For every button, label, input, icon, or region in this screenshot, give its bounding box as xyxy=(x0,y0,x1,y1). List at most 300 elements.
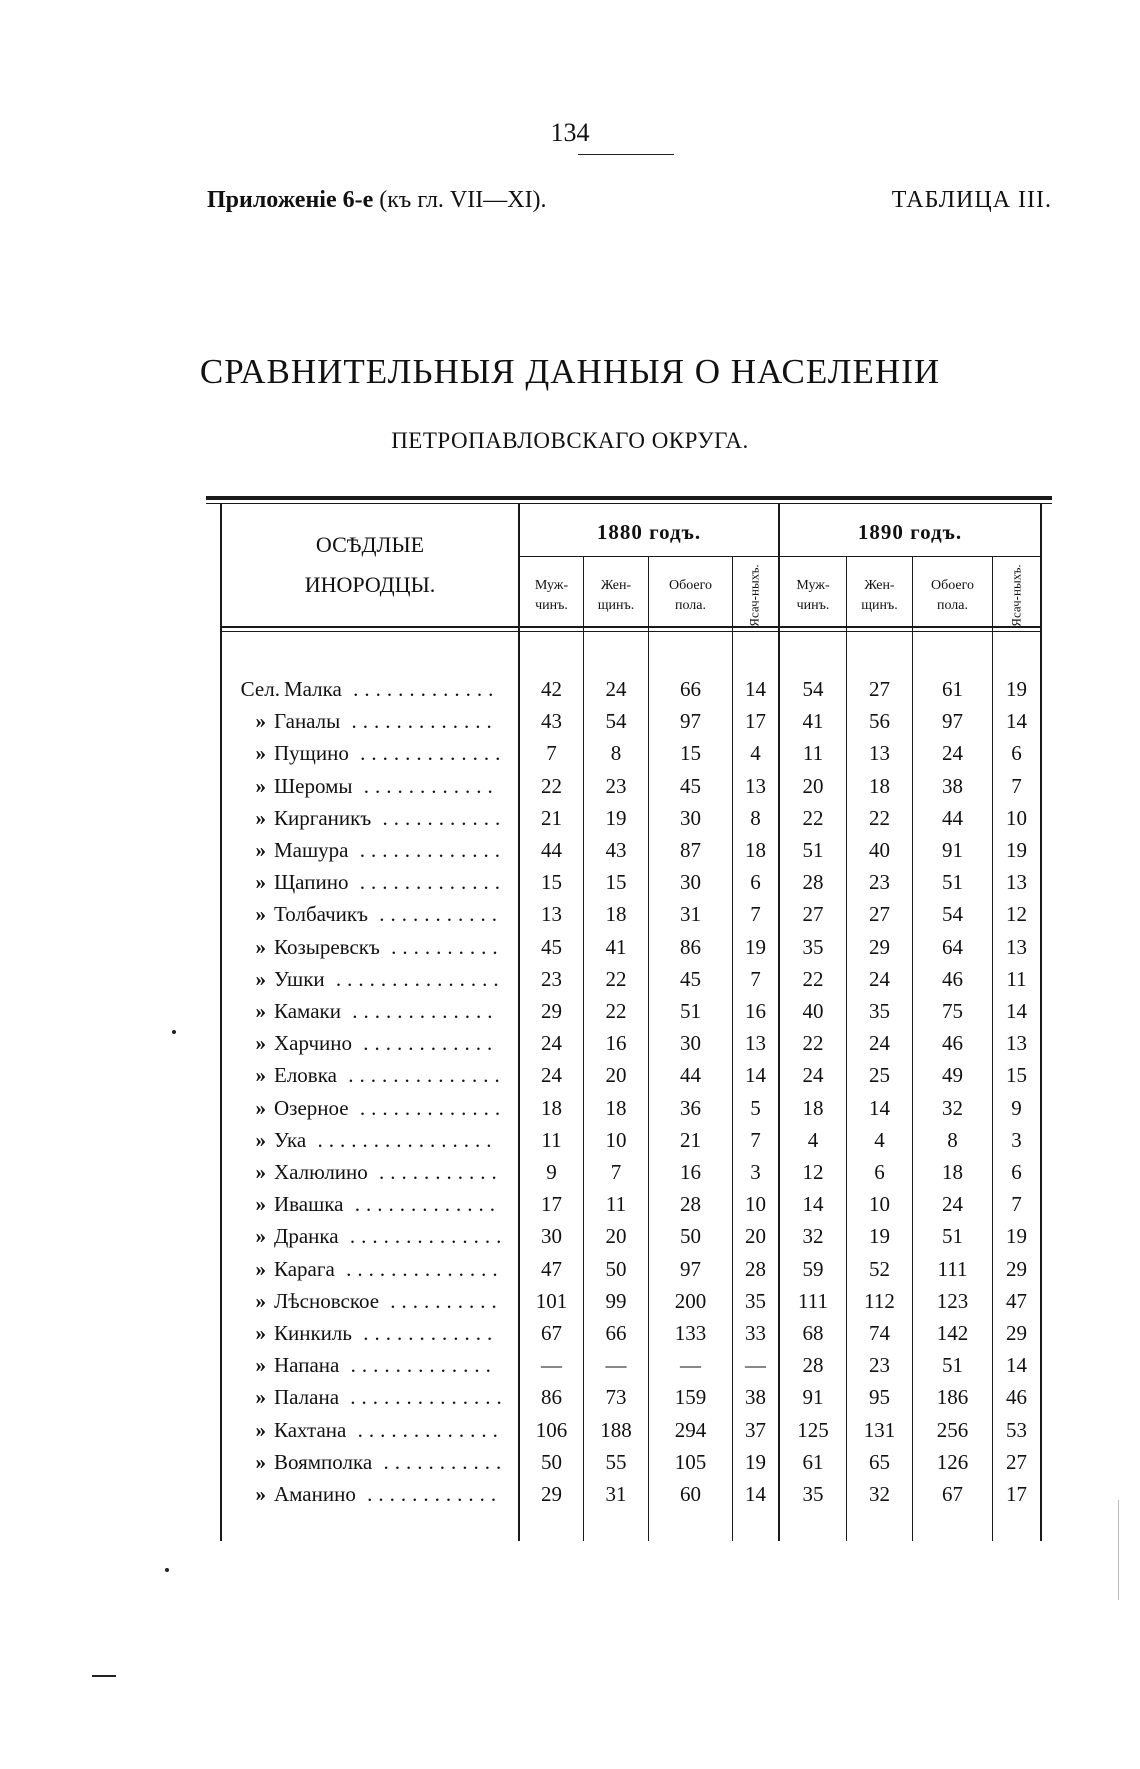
row-prefix: » xyxy=(255,1224,266,1249)
table-cell: 131 xyxy=(863,1417,896,1442)
leader-dots: ............ xyxy=(352,1031,499,1056)
col-men-label-b: чинъ. xyxy=(796,598,830,613)
table-cell: 23 xyxy=(869,870,890,895)
scan-mark xyxy=(165,1568,169,1572)
table-cell: 45 xyxy=(680,773,701,798)
row-prefix: » xyxy=(255,741,266,766)
table-cell: 24 xyxy=(802,1063,824,1088)
table-cell: 29 xyxy=(1006,1321,1027,1345)
table-cell: 41 xyxy=(605,934,627,959)
table-cell: 6 xyxy=(750,870,761,895)
row-label xyxy=(236,1059,506,1091)
table-cell: 200 xyxy=(674,1288,707,1313)
table-cell: 15 xyxy=(1006,1063,1027,1088)
table-cell: 20 xyxy=(605,1063,627,1088)
population-table xyxy=(212,496,1052,1541)
leader-dots: .............. xyxy=(336,1063,506,1088)
table-cell: 28 xyxy=(745,1256,766,1281)
col-women-1890 xyxy=(847,576,912,616)
row-label xyxy=(236,995,498,1027)
table-cell: 28 xyxy=(802,870,824,895)
document-title: СРАВНИТЕЛЬНЫЯ ДАННЫЯ О НАСЕЛЕНІИ xyxy=(199,352,941,391)
table-cell: 13 xyxy=(1006,870,1027,895)
table-cell: 28 xyxy=(802,1353,824,1378)
table-cell: 7 xyxy=(1011,1192,1022,1217)
table-cell: 27 xyxy=(1006,1449,1027,1474)
table-cell: 14 xyxy=(869,1095,890,1120)
table-cell: 45 xyxy=(541,934,562,959)
settlement-name: Машура xyxy=(274,838,349,862)
settlement-name: Малка xyxy=(284,677,342,701)
table-cell: 18 xyxy=(942,1160,963,1184)
table-cell: 12 xyxy=(1006,902,1027,927)
table-cell: 51 xyxy=(680,999,701,1023)
row-label xyxy=(236,1317,498,1349)
col-both-label-b: пола. xyxy=(674,598,706,613)
leader-dots: ........... xyxy=(367,1160,503,1184)
row-label xyxy=(236,931,504,963)
table-cell: 51 xyxy=(942,870,963,895)
table-cell: 19 xyxy=(745,1449,766,1474)
settlement-name: Кирганикъ xyxy=(274,805,372,830)
page-number: 134 xyxy=(550,118,590,147)
table-cell: 35 xyxy=(802,1482,824,1506)
table-cell: 17 xyxy=(541,1192,562,1217)
table-cell: 29 xyxy=(1006,1256,1027,1281)
table-cell: 101 xyxy=(535,1288,568,1313)
table-cell: 54 xyxy=(605,709,627,734)
settlement-name: Кахтана xyxy=(274,1417,347,1442)
leader-dots: ........... xyxy=(371,805,507,830)
table-cell: 256 xyxy=(936,1417,969,1442)
settlement-name: Ивашка xyxy=(274,1192,344,1217)
table-cell: 10 xyxy=(1006,805,1027,830)
table-cell: 87 xyxy=(680,838,701,862)
table-cell: 11 xyxy=(802,741,824,766)
leader-dots: ............. xyxy=(346,1417,504,1442)
table-cell: 40 xyxy=(802,999,824,1023)
table-cell: 31 xyxy=(680,902,701,927)
leader-dots: ............ xyxy=(355,1482,503,1506)
leader-dots: ............. xyxy=(348,1095,507,1120)
row-prefix: » xyxy=(255,870,266,895)
year-header-rule-right xyxy=(778,556,1042,557)
row-label xyxy=(236,834,506,866)
table-cell: 42 xyxy=(541,677,562,701)
table-cell: 30 xyxy=(541,1224,562,1249)
table-cell: 23 xyxy=(869,1353,890,1378)
settlement-name: Ука xyxy=(274,1127,307,1152)
table-cell: 27 xyxy=(802,902,824,927)
table-cell: 49 xyxy=(942,1063,963,1088)
table-cell: 33 xyxy=(745,1321,766,1345)
row-prefix: » xyxy=(255,999,266,1023)
table-cell: 13 xyxy=(745,773,766,798)
table-cell: 14 xyxy=(745,1063,766,1088)
row-prefix: » xyxy=(255,1063,266,1088)
table-cell: 52 xyxy=(869,1256,890,1281)
table-cell: 95 xyxy=(869,1385,890,1410)
table-cell: 14 xyxy=(1006,709,1027,734)
table-cell: 21 xyxy=(680,1127,701,1152)
table-cell: 22 xyxy=(802,966,824,991)
row-prefix: » xyxy=(255,934,266,959)
col-men-1880 xyxy=(520,576,583,616)
table-cell: 25 xyxy=(869,1063,890,1088)
row-prefix: » xyxy=(255,1192,266,1217)
row-label xyxy=(236,1285,503,1317)
table-cell: 50 xyxy=(541,1449,562,1474)
settlement-name: Пущино xyxy=(274,741,349,766)
table-cell: 44 xyxy=(942,805,963,830)
row-prefix: » xyxy=(255,1095,266,1120)
table-cell: 3 xyxy=(1011,1127,1022,1152)
table-cell: 188 xyxy=(600,1417,632,1442)
table-cell: 43 xyxy=(605,838,627,862)
leader-dots: ............. xyxy=(339,1353,497,1378)
settlement-name: Дранка xyxy=(274,1224,339,1249)
leader-dots: ............ xyxy=(352,773,499,798)
year-1890-header: 1890 годъ. xyxy=(857,520,963,544)
row-prefix: » xyxy=(255,1482,266,1506)
table-cell: 23 xyxy=(605,773,627,798)
row-label xyxy=(236,1414,504,1446)
leader-dots: ............. xyxy=(343,1192,502,1217)
row-label xyxy=(236,802,506,834)
row-label xyxy=(236,1349,497,1381)
table-cell: 20 xyxy=(802,773,824,798)
row-label xyxy=(236,1446,507,1478)
table-cell: 64 xyxy=(942,934,963,959)
table-cell: 31 xyxy=(605,1482,627,1506)
col-women-1880 xyxy=(584,576,648,616)
row-prefix: » xyxy=(255,1127,266,1152)
row-prefix: » xyxy=(255,902,266,927)
table-cell: 22 xyxy=(541,773,562,798)
table-cell: 3 xyxy=(750,1160,761,1184)
stub-header xyxy=(222,532,518,598)
table-cell: 29 xyxy=(869,934,890,959)
table-cell: 8 xyxy=(947,1127,958,1152)
col-men-label-a: Муж- xyxy=(534,578,569,593)
settlement-name: Карага xyxy=(274,1256,335,1281)
table-cell: 142 xyxy=(936,1321,969,1345)
col-women-label-b: щинъ. xyxy=(861,598,898,613)
table-cell: 16 xyxy=(605,1031,627,1056)
row-prefix: » xyxy=(255,1385,266,1410)
table-cell: 46 xyxy=(942,966,963,991)
table-cell: 66 xyxy=(680,677,701,701)
table-cell: 111 xyxy=(798,1288,828,1313)
scan-mark xyxy=(172,1030,176,1034)
table-cell: 16 xyxy=(680,1160,701,1184)
table-cell: 18 xyxy=(605,1095,627,1120)
col-both-1880 xyxy=(649,576,732,616)
table-cell: 24 xyxy=(869,966,890,991)
settlement-name: Халюлино xyxy=(274,1160,368,1184)
col-men-1890 xyxy=(780,576,846,616)
table-cell: 4 xyxy=(750,741,761,766)
row-prefix: » xyxy=(255,1449,266,1474)
table-cell: 32 xyxy=(802,1224,824,1249)
settlement-name: Камаки xyxy=(274,999,341,1023)
table-cell: 15 xyxy=(680,741,701,766)
table-cell: 6 xyxy=(874,1160,885,1184)
leader-dots: .............. xyxy=(339,1385,508,1410)
row-label xyxy=(236,1188,501,1220)
table-cell: 106 xyxy=(535,1417,568,1442)
row-prefix: » xyxy=(255,1031,266,1056)
table-cell: 27 xyxy=(869,677,890,701)
table-cell: 8 xyxy=(750,805,761,830)
settlement-name: Воямполка xyxy=(274,1449,373,1474)
col-yasak-1890: Ясач-ныхъ. xyxy=(1008,564,1024,627)
settlement-name: Напана xyxy=(274,1353,340,1378)
row-label xyxy=(236,1220,507,1252)
table-cell: 7 xyxy=(546,741,557,766)
table-cell: 97 xyxy=(942,709,963,734)
table-cell: 86 xyxy=(680,934,701,959)
table-cell: 10 xyxy=(605,1127,627,1152)
settlement-name: Харчино xyxy=(274,1031,353,1056)
table-right-rule xyxy=(1040,504,1042,1541)
table-cell: 35 xyxy=(869,999,890,1023)
table-cell: 8 xyxy=(610,741,622,766)
table-cell: 14 xyxy=(802,1192,824,1217)
settlement-name: Шеромы xyxy=(274,773,353,798)
table-cell: 44 xyxy=(680,1063,701,1088)
table-cell: 36 xyxy=(680,1095,701,1120)
table-cell: 60 xyxy=(680,1482,701,1506)
table-cell: 28 xyxy=(680,1192,701,1217)
table-cell: 24 xyxy=(541,1031,562,1056)
stub-header-line1: ОСѢДЛЫЕ xyxy=(315,532,425,557)
table-cell: — xyxy=(745,1353,766,1378)
table-cell: 51 xyxy=(942,1353,963,1378)
leader-dots: ............. xyxy=(348,870,506,895)
table-cell: 74 xyxy=(869,1321,890,1345)
settlement-name: Озерное xyxy=(274,1095,349,1120)
table-cell: 24 xyxy=(605,677,627,701)
table-cell: 22 xyxy=(869,805,890,830)
page-number-rule xyxy=(578,154,674,155)
table-cell: 11 xyxy=(1006,966,1027,991)
col-both-label-b: пола. xyxy=(936,598,968,613)
table-cell: 86 xyxy=(541,1385,562,1410)
table-cell: 22 xyxy=(605,966,627,991)
leader-dots: ................ xyxy=(306,1127,498,1152)
table-cell: 126 xyxy=(936,1449,969,1474)
table-cell: 41 xyxy=(802,709,824,734)
year-1880-header: 1880 годъ. xyxy=(596,520,702,544)
table-cell: 12 xyxy=(802,1160,824,1184)
table-cell: 43 xyxy=(541,709,562,734)
table-cell: 13 xyxy=(745,1031,766,1056)
table-cell: 10 xyxy=(869,1192,890,1217)
col-both-label-a: Обоего xyxy=(930,578,974,593)
col-yasak-1880: Ясач-ныхъ. xyxy=(746,564,762,627)
table-cell: 75 xyxy=(942,999,963,1023)
scan-mark xyxy=(92,1675,116,1677)
row-label xyxy=(236,705,498,737)
leader-dots: .......... xyxy=(379,1288,503,1313)
table-cell: 24 xyxy=(869,1031,890,1056)
table-cell: 24 xyxy=(942,741,963,766)
table-cell: — xyxy=(680,1353,701,1378)
col-both-label-a: Обоего xyxy=(668,578,712,593)
table-cell: 24 xyxy=(942,1192,963,1217)
settlement-name: Аманино xyxy=(274,1482,356,1506)
table-cell: 40 xyxy=(869,838,890,862)
table-cell: 9 xyxy=(546,1160,557,1184)
table-cell: — xyxy=(541,1353,562,1378)
table-cell: 13 xyxy=(869,741,890,766)
table-cell: 61 xyxy=(942,677,963,701)
table-cell: 67 xyxy=(541,1321,562,1345)
header-bottom-rule-thin xyxy=(222,631,1040,632)
table-cell: 19 xyxy=(1006,677,1027,701)
row-prefix: Сел. xyxy=(240,677,280,701)
leader-dots: ........... xyxy=(372,1449,508,1474)
row-prefix: » xyxy=(255,966,266,991)
table-cell: 15 xyxy=(541,870,562,895)
table-cell: 14 xyxy=(745,1482,766,1506)
table-cell: 18 xyxy=(605,902,627,927)
document-subtitle: ПЕТРОПАВЛОВСКАГО ОКРУГА. xyxy=(391,428,749,453)
table-cell: 35 xyxy=(802,934,824,959)
table-cell: 105 xyxy=(674,1449,707,1474)
table-cell: 20 xyxy=(745,1224,766,1249)
table-cell: 7 xyxy=(1011,773,1022,798)
table-cell: 51 xyxy=(942,1224,963,1249)
row-label xyxy=(236,1124,497,1156)
settlement-name: Ганалы xyxy=(274,709,341,734)
table-top-rule xyxy=(206,496,1052,500)
table-cell: 4 xyxy=(874,1127,885,1152)
row-label xyxy=(236,1092,506,1124)
table-cell: 24 xyxy=(541,1063,562,1088)
table-cell: 22 xyxy=(802,1031,824,1056)
row-prefix: » xyxy=(255,1256,266,1281)
row-label xyxy=(236,866,506,898)
table-cell: 7 xyxy=(750,966,761,991)
table-cell: 66 xyxy=(605,1321,627,1345)
row-label xyxy=(236,1253,504,1285)
table-cell: 37 xyxy=(745,1417,766,1442)
leader-dots: ............ xyxy=(351,1321,499,1345)
table-cell: 21 xyxy=(541,805,562,830)
table-cell: 5 xyxy=(750,1095,761,1120)
table-cell: 68 xyxy=(802,1321,824,1345)
table-cell: 186 xyxy=(936,1385,969,1410)
settlement-name: Кинкиль xyxy=(274,1321,352,1345)
table-cell: 35 xyxy=(745,1288,766,1313)
leader-dots: .......... xyxy=(379,934,504,959)
settlement-name: Козыревскъ xyxy=(274,934,380,959)
table-cell: 47 xyxy=(1006,1288,1027,1313)
table-cell: 13 xyxy=(1006,934,1027,959)
table-cell: 38 xyxy=(745,1385,766,1410)
row-label xyxy=(236,1027,498,1059)
table-cell: 20 xyxy=(605,1224,627,1249)
table-cell: 29 xyxy=(541,999,562,1023)
table-cell: 97 xyxy=(680,709,701,734)
table-cell: 47 xyxy=(541,1256,562,1281)
leader-dots: ............. xyxy=(340,709,498,734)
col-women-label-a: Жен- xyxy=(600,578,632,593)
table-cell: 46 xyxy=(1006,1385,1027,1410)
table-cell: 29 xyxy=(541,1482,562,1506)
table-cell: 18 xyxy=(745,838,766,862)
table-cell: 46 xyxy=(942,1031,963,1056)
row-prefix: » xyxy=(255,805,266,830)
row-prefix: » xyxy=(255,1160,266,1184)
settlement-name: Ушки xyxy=(274,966,325,991)
table-cell: 7 xyxy=(750,902,761,927)
table-cell: 4 xyxy=(807,1127,819,1152)
table-cell: 14 xyxy=(1006,999,1027,1023)
leader-dots: ............. xyxy=(348,838,506,862)
table-cell: 159 xyxy=(674,1385,707,1410)
table-cell: 10 xyxy=(745,1192,766,1217)
table-cell: 54 xyxy=(802,677,824,701)
appendix-title: Приложеніе 6-е xyxy=(207,187,374,213)
table-cell: — xyxy=(605,1353,627,1378)
row-prefix: » xyxy=(255,709,266,734)
table-cell: 45 xyxy=(680,966,701,991)
leader-dots: ............... xyxy=(324,966,505,991)
table-label: ТАБЛИЦА III. xyxy=(891,187,1052,213)
table-cell: 30 xyxy=(680,805,701,830)
col-women-label-a: Жен- xyxy=(864,578,895,593)
row-label xyxy=(236,770,499,802)
table-cell: 44 xyxy=(541,838,562,862)
row-label xyxy=(236,898,503,930)
leader-dots: .............. xyxy=(338,1224,508,1249)
settlement-name: Щапино xyxy=(274,870,349,895)
table-cell: 17 xyxy=(1006,1482,1027,1506)
settlement-name: Еловка xyxy=(274,1063,337,1088)
table-cell: 56 xyxy=(869,709,890,734)
table-cell: 18 xyxy=(869,773,890,798)
table-top-rule-thin xyxy=(206,503,1052,504)
table-cell: 65 xyxy=(869,1449,890,1474)
table-cell: 99 xyxy=(605,1288,627,1313)
leader-dots: ........... xyxy=(367,902,503,927)
settlement-name: Толбачикъ xyxy=(274,902,368,927)
table-cell: 123 xyxy=(936,1288,969,1313)
stub-header-line2: ИНОРОДЦЫ. xyxy=(304,572,436,597)
table-cell: 50 xyxy=(680,1224,701,1249)
table-cell: 97 xyxy=(680,1256,701,1281)
table-cell: 59 xyxy=(802,1256,824,1281)
table-cell: 125 xyxy=(797,1417,829,1442)
table-cell: 133 xyxy=(674,1321,707,1345)
table-cell: 73 xyxy=(605,1385,627,1410)
table-cell: 14 xyxy=(1006,1353,1027,1378)
table-cell: 7 xyxy=(610,1160,622,1184)
row-label xyxy=(236,1156,503,1188)
leader-dots: .............. xyxy=(334,1256,504,1281)
table-cell: 112 xyxy=(864,1288,895,1313)
appendix-reference xyxy=(207,187,547,214)
row-prefix: » xyxy=(255,1321,266,1345)
table-cell: 30 xyxy=(680,870,701,895)
table-cell: 38 xyxy=(942,773,963,798)
table-cell: 55 xyxy=(605,1449,627,1474)
col-both-1890 xyxy=(913,576,992,616)
table-cell: 54 xyxy=(942,902,963,927)
